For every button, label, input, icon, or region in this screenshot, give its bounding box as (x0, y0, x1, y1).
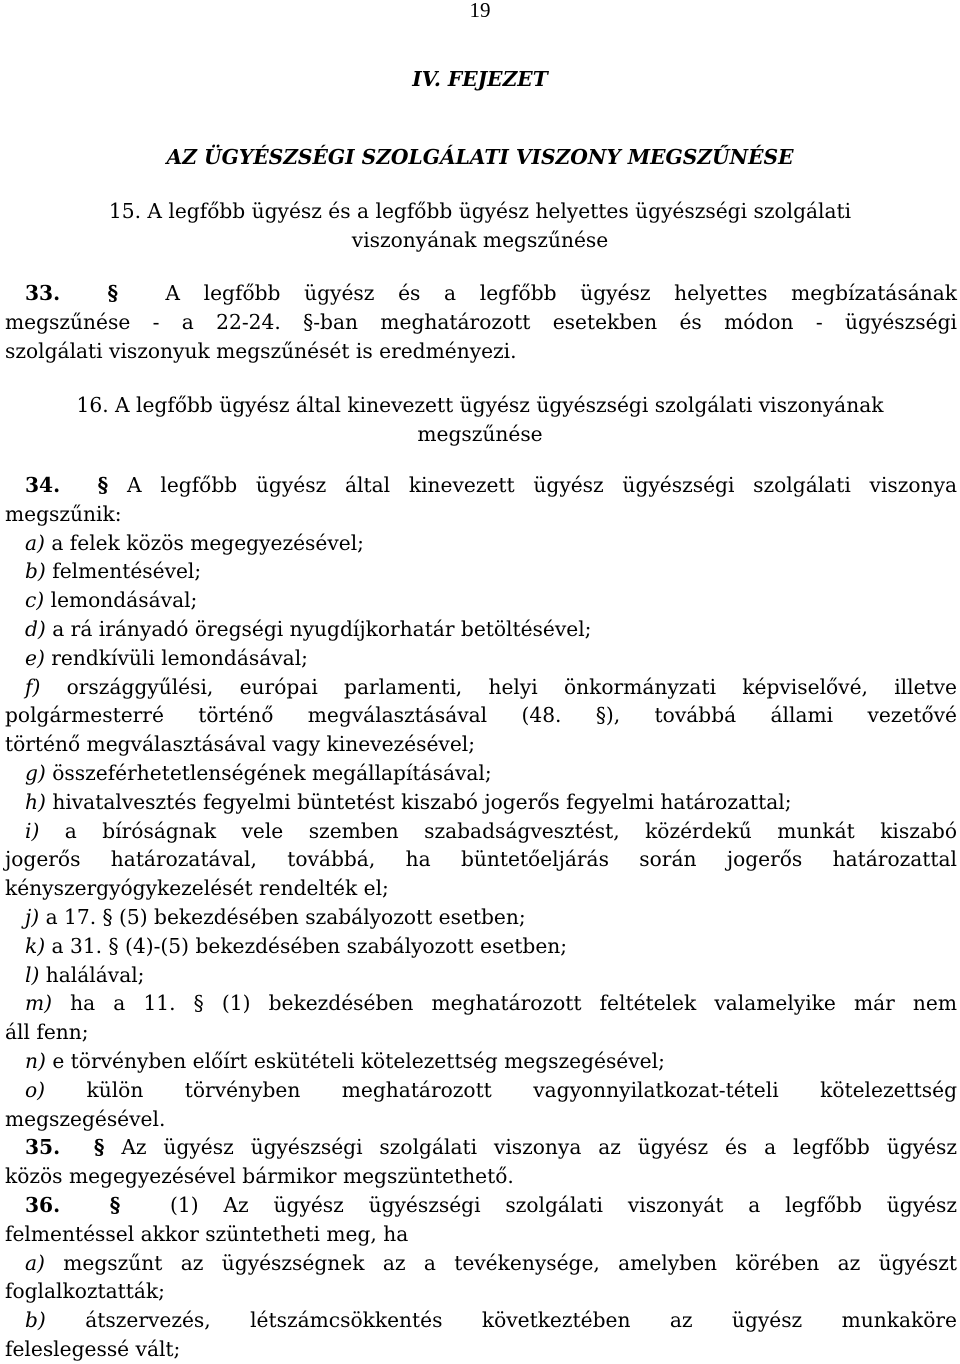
section-heading-line: 15. A legfőbb ügyész és a legfőbb ügyész helyettes ügyészségi szolgálati (108, 199, 852, 223)
list-item: k) a 31. § (4)-(5) bekezdésében szabályozott esetben; (25, 933, 568, 958)
paragraph-34 (5, 471, 957, 1364)
list-item: i) a bíróságnak vele szemben szabadságvesztést, közérdekű munkát kiszabó (25, 818, 958, 843)
chapter-title: AZ ÜGYÉSZSÉGI SZOLGÁLATI VISZONY MEGSZŰNÉSE (166, 145, 794, 169)
list-item-line: kényszergyógykezelését rendelték el; (5, 876, 389, 901)
section-sign: § (107, 281, 119, 305)
paragraph-line: felmentéssel akkor szüntetheti meg, ha (5, 1221, 409, 1246)
section-sign: § (109, 1192, 121, 1217)
paragraph-number: 33. (25, 281, 61, 305)
chapter-number: IV. FEJEZET (412, 67, 548, 91)
list-item: a) megszűnt az ügyészségnek az a tevékenysége, amelyben körében az ügyészt (25, 1250, 957, 1275)
paragraph-36 (5, 1191, 957, 1220)
paragraph-line: közös megegyezésével bármikor megszüntethető. (5, 1164, 514, 1189)
list-item-line: feleslegessé vált; (5, 1336, 181, 1361)
list-item-line: áll fenn; (5, 1020, 89, 1045)
list-item: f) országgyűlési, európai parlamenti, helyi önkormányzati képviselővé, illetve (25, 674, 957, 699)
section-heading-line: viszonyának megszűnése (351, 228, 609, 252)
page-number: 19 (469, 0, 491, 22)
paragraph-number: 36. (25, 1192, 61, 1217)
paragraph-number: 35. (25, 1135, 61, 1160)
list-item: m) ha a 11. § (1) bekezdésében meghatározott feltételek valamelyike már nem (25, 991, 958, 1016)
paragraph-number: 34. (25, 473, 61, 497)
section-heading-15 (40, 197, 920, 255)
list-item: j) a 17. § (5) bekezdésében szabályozott esetben; (25, 904, 526, 929)
paragraph-line: megszűnik: (5, 501, 122, 526)
section-sign: § (93, 1135, 105, 1160)
list-item: d) a rá irányadó öregségi nyugdíjkorhatár betöltésével; (25, 616, 592, 641)
paragraph-line: A legfőbb ügyész és a legfőbb ügyész helyettes megbízatásának (165, 281, 958, 305)
list-item: g) összeférhetetlenségének megállapításával; (25, 760, 492, 785)
paragraph-line: Az ügyész ügyészségi szolgálati viszonya az ügyész és a legfőbb ügyész (121, 1135, 957, 1160)
paragraph-line: A legfőbb ügyész által kinevezett ügyész ügyészségi szolgálati viszonya (127, 473, 958, 497)
paragraph-line: szolgálati viszonyuk megszűnését is eredményezi. (5, 338, 517, 363)
list-item-line: polgármesterré történő megválasztásával (48. §), továbbá állami vezetővé (5, 703, 957, 728)
list-item: h) hivatalvesztés fegyelmi büntetést kiszabó jogerős fegyelmi határozattal; (25, 789, 792, 814)
paragraph-33 (5, 279, 957, 365)
list-item: b) átszervezés, létszámcsökkentés következtében az ügyész munkaköre (25, 1308, 958, 1333)
list-item-line: történő megválasztásával vagy kinevezésével; (5, 732, 476, 757)
list-item: e) rendkívüli lemondásával; (25, 645, 308, 670)
section-heading-line: 16. A legfőbb ügyész által kinevezett ügyész ügyészségi szolgálati viszonyának (76, 393, 884, 417)
list-item: o) külön törvényben meghatározott vagyonnyilatkozat-tételi kötelezettség (25, 1077, 957, 1102)
paragraph-35 (5, 1133, 957, 1162)
section-heading-line: megszűnése (417, 422, 543, 446)
list-item-line: jogerős határozatával, továbbá, ha büntetőeljárás során jogerős határozattal (5, 847, 957, 872)
list-item: a) a felek közös megegyezésével; (25, 530, 364, 555)
list-item: l) halálával; (25, 962, 145, 987)
list-item: b) felmentésével; (25, 559, 202, 584)
list-item: c) lemondásával; (25, 588, 198, 613)
section-sign: § (97, 473, 109, 497)
list-item-line: megszegésével. (5, 1106, 166, 1131)
section-heading-16 (0, 391, 960, 449)
list-item-line: foglalkoztatták; (5, 1279, 165, 1304)
list-item: n) e törvényben előírt eskütételi kötelezettség megszegésével; (25, 1048, 665, 1073)
paragraph-line: (1) Az ügyész ügyészségi szolgálati viszonyát a legfőbb ügyész (170, 1192, 958, 1217)
paragraph-line: megszűnése - a 22-24. §-ban meghatározott esetekben és módon - ügyészségi (5, 309, 957, 334)
